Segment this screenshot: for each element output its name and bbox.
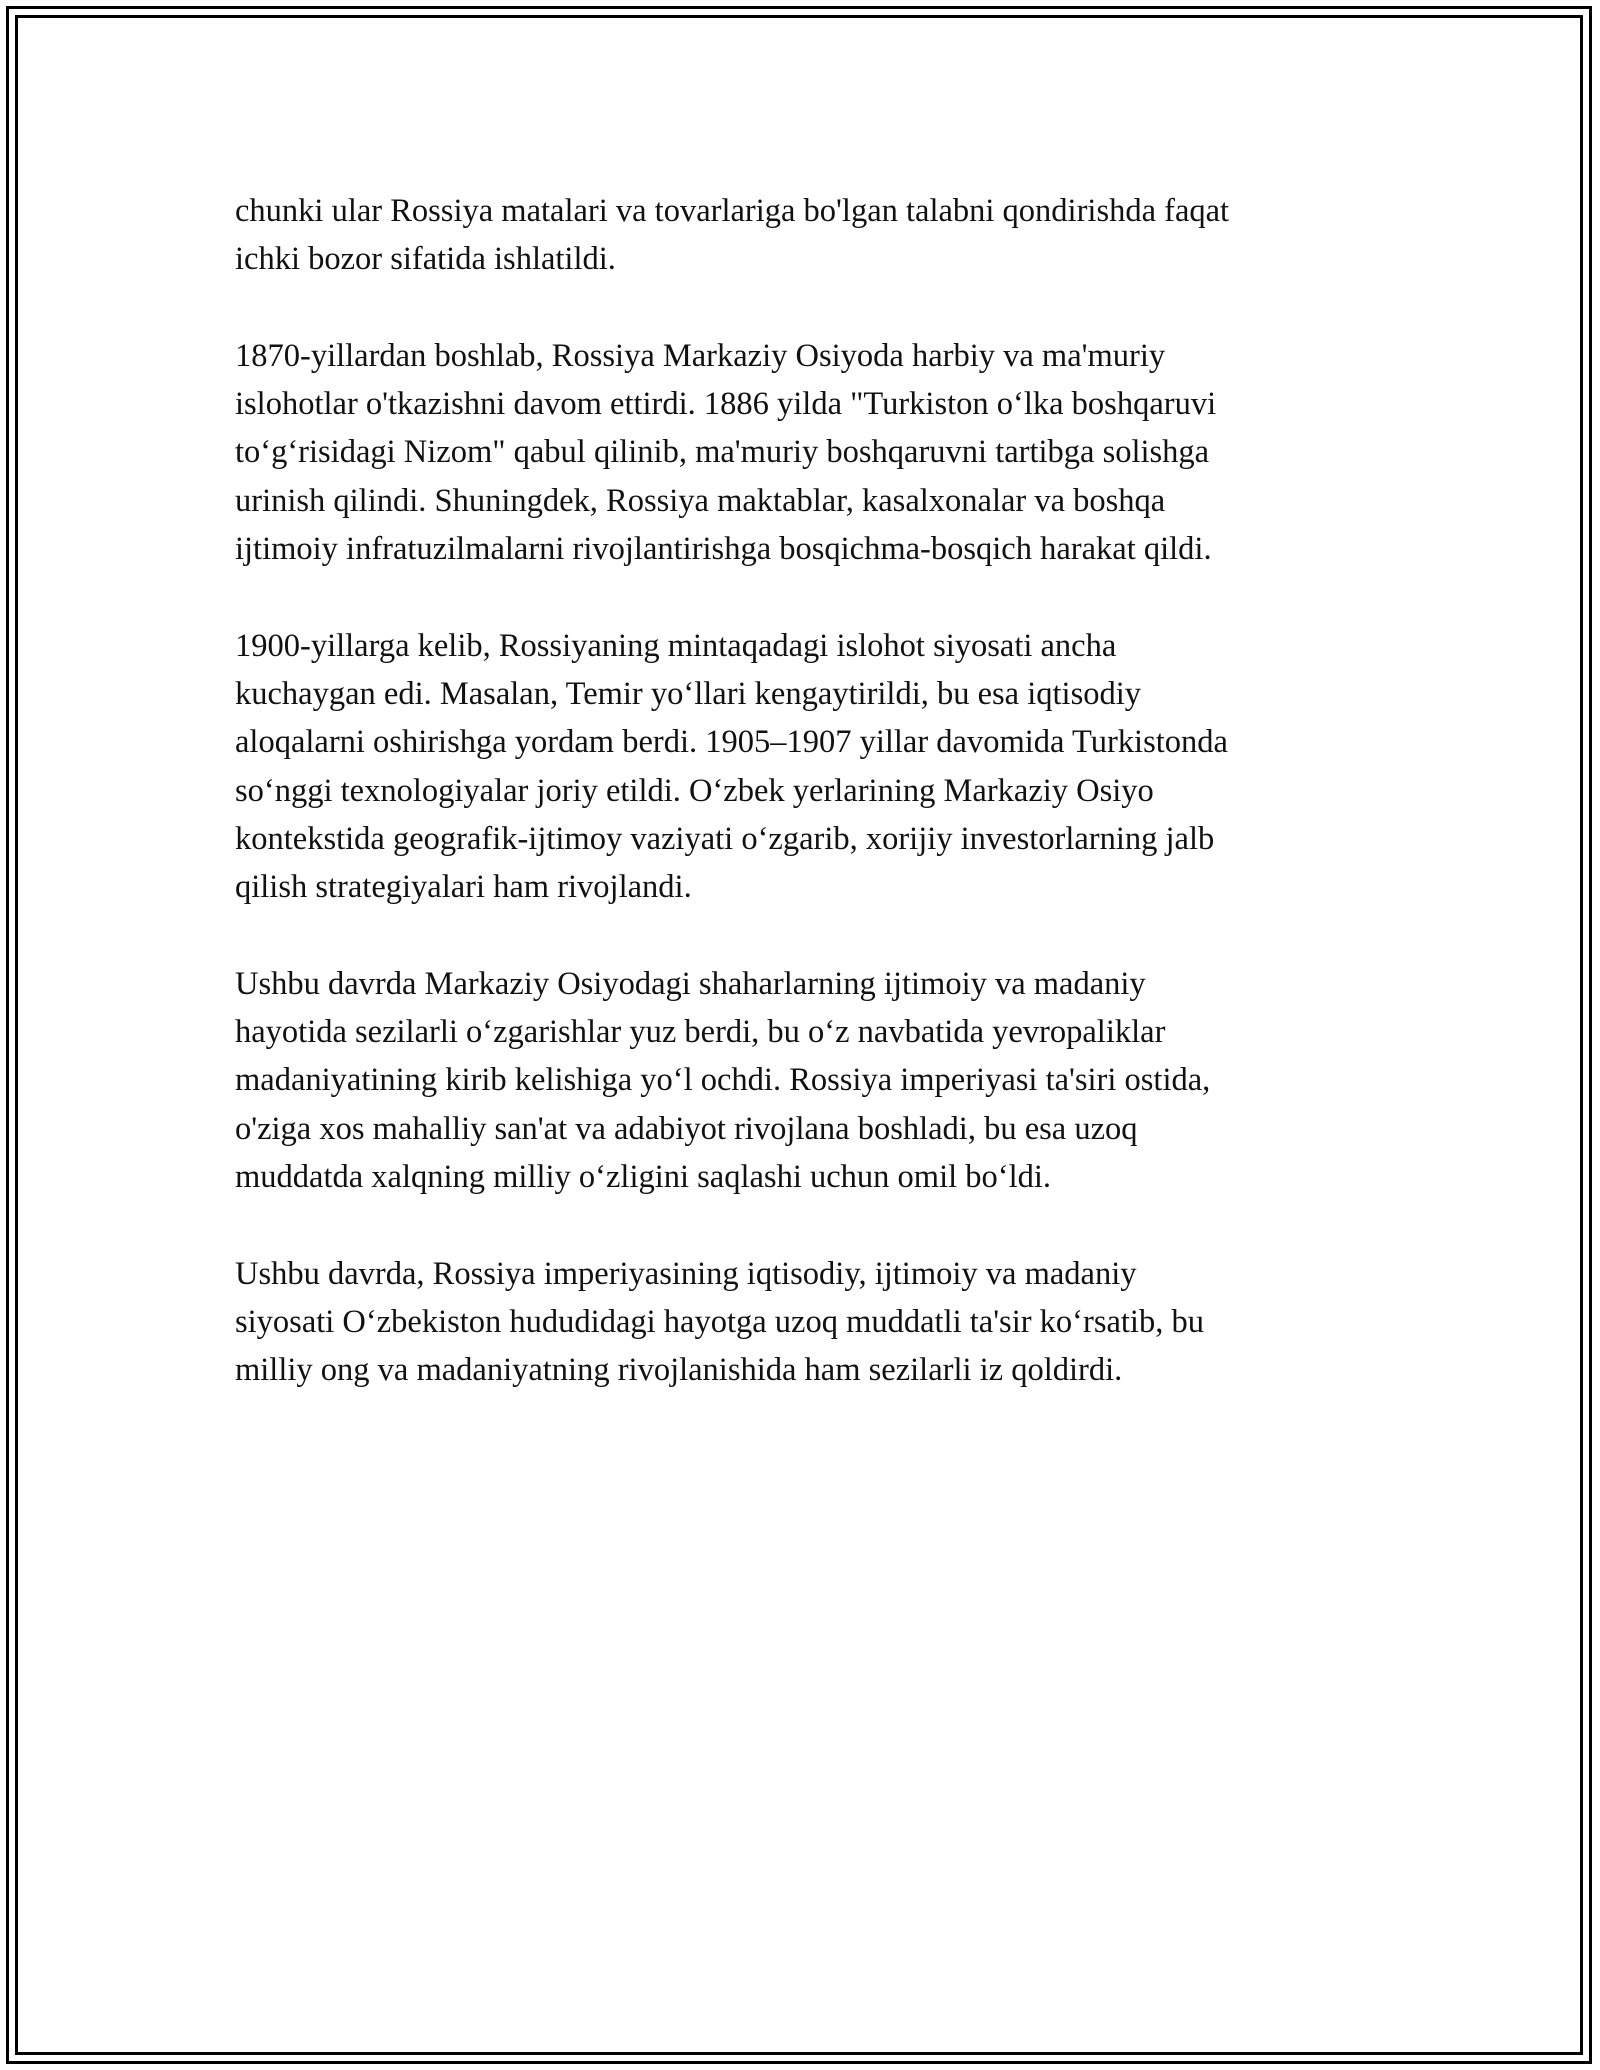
paragraph-4 [235, 960, 1370, 1201]
text-line: 1900-yillarga kelib, Rossiyaning mintaqadagi islohot siyosati ancha [235, 627, 1117, 664]
text-line: milliy ong va madaniyatning rivojlanishida ham sezilarli iz qoldirdi. [235, 1352, 1123, 1389]
text-line: to‘g‘risidagi Nizom" qabul qilinib, ma'muriy boshqaruvni tartibga solishga [235, 434, 1210, 471]
text-line: hayotida sezilarli o‘zgarishlar yuz berdi, bu o‘z navbatida yevropaliklar [235, 1014, 1166, 1051]
paragraph-3 [235, 622, 1370, 912]
text-line: kuchaygan edi. Masalan, Temir yo‘llari kengaytirildi, bu esa iqtisodiy [235, 675, 1142, 712]
text-line: urinish qilindi. Shuningdek, Rossiya maktablar, kasalxonalar va boshqa [235, 482, 1166, 519]
text-line: chunki ular Rossiya matalari va tovarlariga bo'lgan talabni qondirishda faqat [235, 193, 1230, 229]
text-line: muddatda xalqning milliy o‘zligini saqlashi uchun omil bo‘ldi. [235, 1158, 1052, 1195]
text-line: ijtimoiy infratuzilmalarni rivojlantirishga bosqichma-bosqich harakat qildi. [235, 531, 1212, 568]
text-line: 1870-yillardan boshlab, Rossiya Markaziy Osiyoda harbiy va ma'muriy [235, 337, 1166, 374]
text-line: kontekstida geografik-ijtimoy vaziyati o‘zgarib, xorijiy investorlarning jalb [235, 820, 1215, 857]
text-line: Ushbu davrda Markaziy Osiyodagi shaharlarning ijtimoiy va madaniy [235, 965, 1146, 1002]
text-line: siyosati O‘zbekiston hududidagi hayotga uzoq muddatli ta'sir ko‘rsatib, bu [235, 1303, 1204, 1340]
text-line: o'ziga xos mahalliy san'at va adabiyot rivojlana boshladi, bu esa uzoq [235, 1110, 1138, 1147]
text-line: islohotlar o'tkazishni davom ettirdi. 1886 yilda "Turkiston o‘lka boshqaruvi [235, 386, 1217, 423]
paragraph-5 [235, 1250, 1370, 1395]
text-line: ichki bozor sifatida ishlatildi. [235, 241, 616, 278]
text-line: madaniyatining kirib kelishiga yo‘l ochdi. Rossiya imperiyasi ta'siri ostida, [235, 1062, 1211, 1099]
text-line: aloqalarni oshirishga yordam berdi. 1905–1907 yillar davomida Turkistonda [235, 724, 1228, 761]
text-line: Ushbu davrda, Rossiya imperiyasining iqtisodiy, ijtimoiy va madaniy [235, 1255, 1137, 1292]
document-body [235, 187, 1370, 1443]
text-line: so‘nggi texnologiyalar joriy etildi. O‘zbek yerlarining Markaziy Osiyo [235, 772, 1154, 809]
paragraph-1 [235, 187, 1370, 284]
paragraph-2 [235, 332, 1370, 573]
text-line: qilish strategiyalari ham rivojlandi. [235, 869, 692, 906]
